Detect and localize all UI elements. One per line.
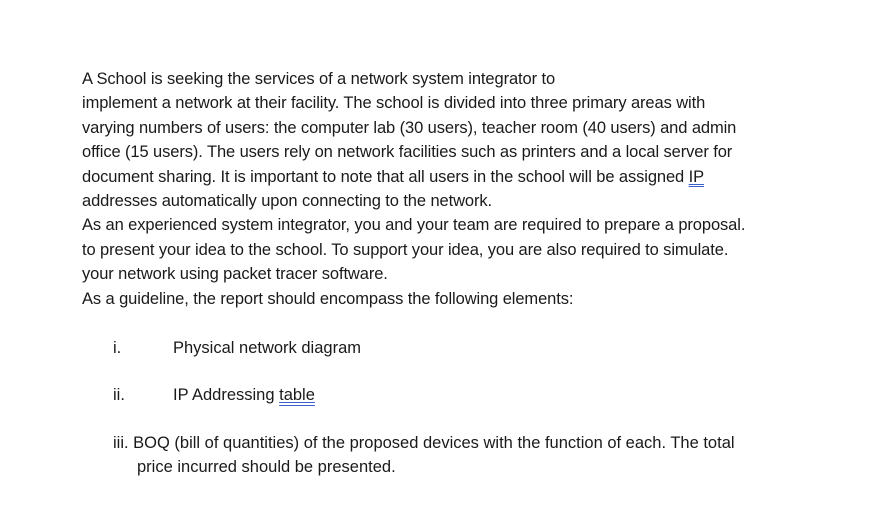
paragraph-1-line-3: varying numbers of users: the computer lab (30 users), teacher room (40 users) and admin	[82, 118, 737, 137]
list-item-1-number: i.	[113, 339, 122, 357]
paragraph-2-line-3: your network using packet tracer software.	[82, 265, 388, 284]
document-body	[82, 67, 862, 311]
paragraph-1-line-1: A School is seeking the services of a network system integrator to	[82, 70, 556, 88]
list-item-3-line-2: price incurred should be presented.	[137, 458, 396, 477]
paragraph-1-line-6: addresses automatically upon connecting to the network.	[82, 191, 492, 210]
list-item-1-text: Physical network diagram	[173, 339, 361, 357]
list-item-3	[113, 431, 735, 480]
list-item-2	[113, 383, 315, 407]
spellcheck-ip-word[interactable]: IP	[688, 167, 705, 186]
paragraph-1-line-4: office (15 users). The users rely on network facilities such as printers and a local server for	[82, 143, 733, 162]
list-item-1	[113, 336, 361, 360]
spellcheck-table-word[interactable]: table	[279, 386, 315, 404]
list-item-3-line-1: iii. BOQ (bill of quantities) of the proposed devices with the function of each. The total	[113, 434, 735, 452]
paragraph-2-line-2: to present your idea to the school. To support your idea, you are also required to simulate.	[82, 240, 729, 259]
paragraph-1-line-2: implement a network at their facility. The school is divided into three primary areas with	[82, 94, 706, 113]
paragraph-2-line-1: As an experienced system integrator, you and your team are required to prepare a proposal.	[82, 216, 746, 235]
list-item-2-text	[173, 383, 315, 407]
paragraph-3-line-1: As a guideline, the report should encompass the following elements:	[82, 289, 574, 308]
list-item-2-number: ii.	[113, 386, 125, 404]
paragraph-1-line-5-text: document sharing. It is important to note that all users in the school will be assigned	[82, 167, 689, 186]
paragraph-1-line-5	[82, 165, 862, 189]
list-item-2-text-pre: IP Addressing	[173, 386, 280, 404]
